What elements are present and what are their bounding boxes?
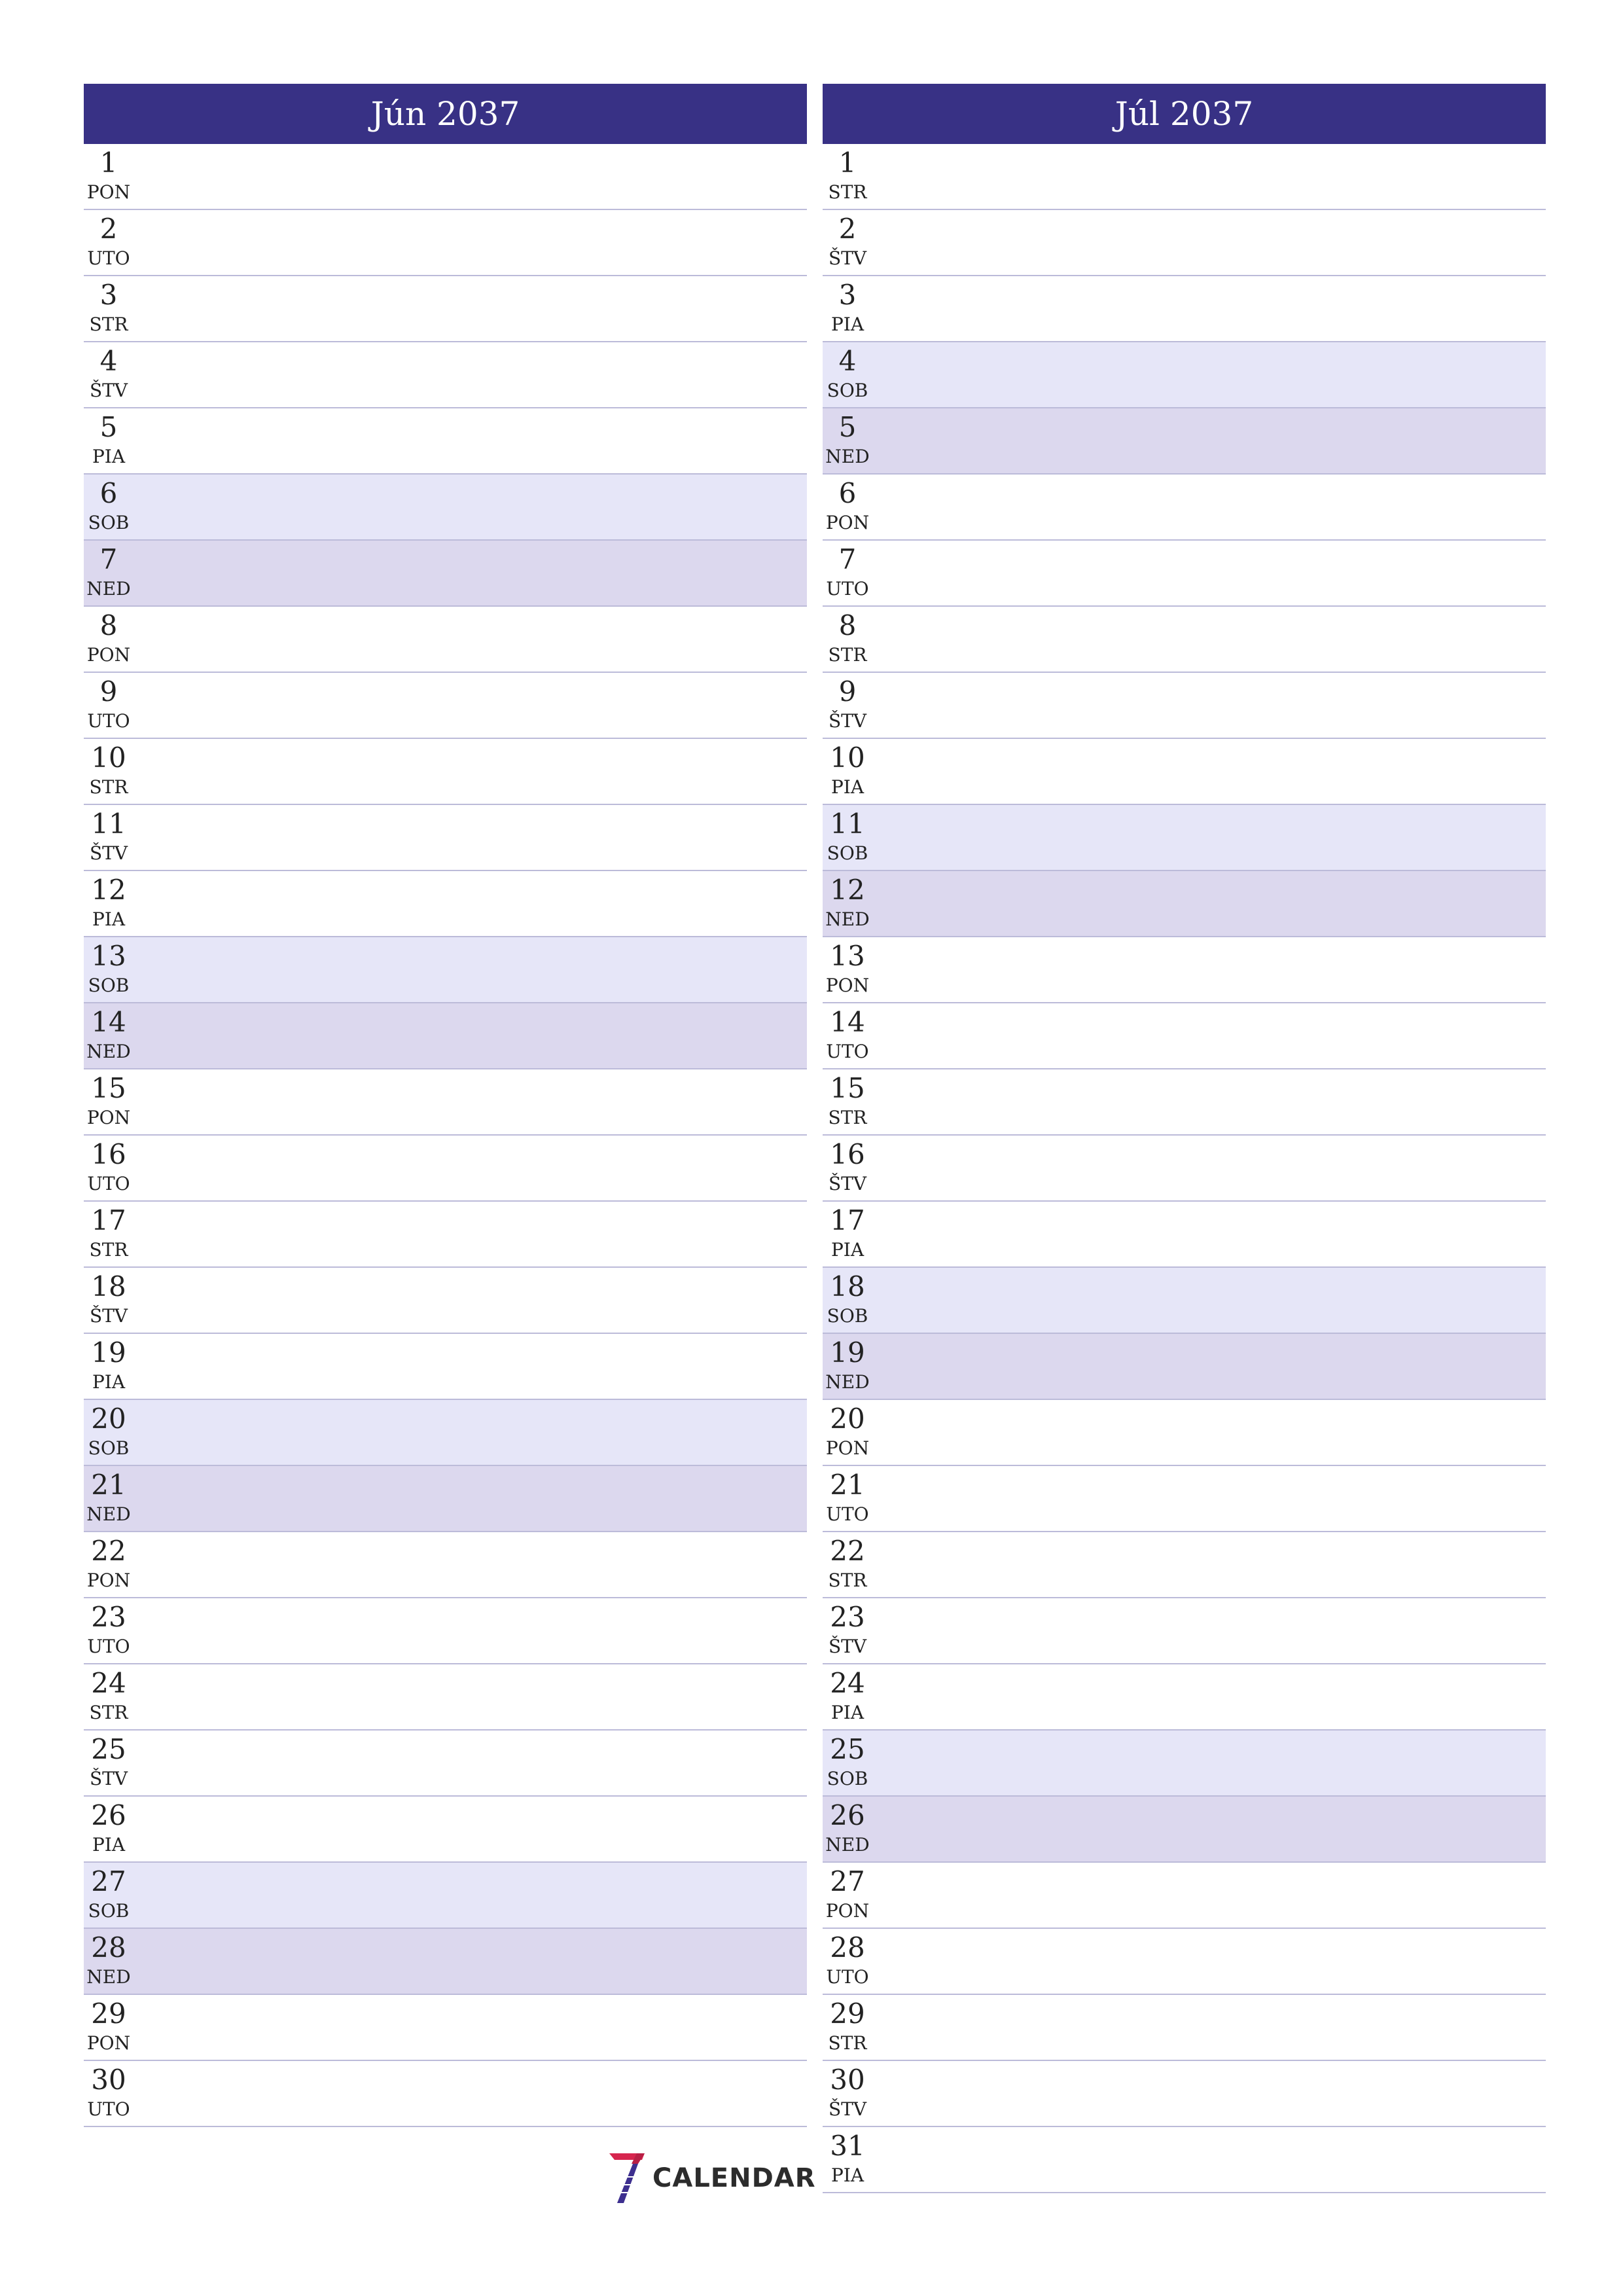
day-row (823, 276, 1546, 342)
day-row (823, 1797, 1546, 1863)
day-row (823, 1664, 1546, 1731)
day-number: 2 (838, 213, 857, 245)
day-name: PON (825, 1900, 870, 1922)
day-row (84, 144, 807, 210)
day-name: PIA (830, 1239, 865, 1261)
day-number: 15 (830, 1072, 865, 1104)
day-name: SOB (88, 1900, 130, 1922)
day-name: ŠTV (828, 247, 867, 269)
day-number: 21 (830, 1469, 865, 1501)
day-name: SOB (827, 1768, 868, 1789)
day-name: PIA (92, 446, 126, 467)
day-name: STR (89, 1239, 128, 1261)
day-name: UTO (826, 1041, 869, 1062)
day-name: SOB (827, 380, 868, 401)
day-number: 9 (838, 675, 857, 708)
day-row (84, 1003, 807, 1069)
day-row (823, 2127, 1546, 2193)
day-number: 1 (99, 147, 118, 179)
day-name: ŠTV (828, 1636, 867, 1657)
day-row (84, 1466, 807, 1532)
day-name: PON (86, 181, 131, 203)
day-name: ŠTV (828, 1173, 867, 1194)
day-row (823, 144, 1546, 210)
day-row (84, 607, 807, 673)
day-row (823, 1532, 1546, 1598)
day-name: ŠTV (89, 1768, 128, 1789)
day-name: PON (86, 2032, 131, 2054)
day-number: 8 (838, 609, 857, 641)
day-name: SOB (88, 512, 130, 533)
day-row (84, 1731, 807, 1797)
logo-text: CALENDAR (652, 2163, 816, 2193)
day-number: 28 (830, 1931, 865, 1964)
day-name: UTO (87, 1173, 130, 1194)
day-name: STR (828, 644, 867, 666)
day-row (823, 541, 1546, 607)
day-name: PIA (92, 1834, 126, 1856)
day-row (823, 210, 1546, 276)
month-title: Júl 2037 (823, 84, 1546, 144)
day-number: 14 (830, 1006, 865, 1038)
day-row (823, 805, 1546, 871)
day-row (823, 2061, 1546, 2127)
day-name: UTO (826, 1503, 869, 1525)
day-row (84, 1664, 807, 1731)
day-row (823, 1069, 1546, 1136)
day-number: 7 (99, 543, 118, 575)
day-number: 18 (91, 1270, 126, 1302)
day-number: 9 (99, 675, 118, 708)
day-row (84, 1268, 807, 1334)
day-name: SOB (88, 975, 130, 996)
day-row (823, 1466, 1546, 1532)
day-number: 5 (99, 411, 118, 443)
day-row (84, 673, 807, 739)
day-row (84, 1400, 807, 1466)
day-row (823, 1202, 1546, 1268)
day-number: 12 (830, 874, 865, 906)
day-number: 24 (830, 1667, 865, 1699)
day-number: 17 (830, 1204, 865, 1236)
day-name: UTO (826, 1966, 869, 1988)
day-number: 16 (91, 1138, 126, 1170)
day-row (84, 210, 807, 276)
day-name: SOB (88, 1437, 130, 1459)
day-number: 3 (838, 279, 857, 311)
month-title: Jún 2037 (84, 84, 807, 144)
day-row (823, 408, 1546, 475)
day-number: 31 (830, 2130, 865, 2162)
day-row (823, 1731, 1546, 1797)
day-row (84, 1532, 807, 1598)
day-number: 20 (91, 1403, 126, 1435)
day-row (823, 1598, 1546, 1664)
day-number: 29 (830, 1998, 865, 2030)
day-row (84, 475, 807, 541)
day-name: NED (825, 908, 870, 930)
day-name: PIA (92, 908, 126, 930)
day-row (84, 541, 807, 607)
day-name: UTO (87, 710, 130, 732)
day-name: ŠTV (89, 380, 128, 401)
day-row (823, 739, 1546, 805)
day-number: 11 (830, 808, 865, 840)
day-number: 25 (830, 1733, 865, 1765)
day-number: 22 (830, 1535, 865, 1567)
day-name: ŠTV (828, 710, 867, 732)
day-name: UTO (826, 578, 869, 600)
day-row (823, 673, 1546, 739)
day-row (823, 871, 1546, 937)
day-number: 23 (91, 1601, 126, 1633)
day-list (84, 144, 807, 2127)
day-name: PIA (830, 1702, 865, 1723)
day-number: 8 (99, 609, 118, 641)
day-name: ŠTV (828, 2098, 867, 2120)
day-name: UTO (87, 1636, 130, 1657)
day-row (823, 1136, 1546, 1202)
day-row (823, 1334, 1546, 1400)
day-number: 22 (91, 1535, 126, 1567)
day-number: 6 (99, 477, 118, 509)
day-row (84, 1136, 807, 1202)
day-name: SOB (827, 842, 868, 864)
day-row (84, 2061, 807, 2127)
day-name: PIA (92, 1371, 126, 1393)
day-row (823, 475, 1546, 541)
day-number: 28 (91, 1931, 126, 1964)
day-row (84, 276, 807, 342)
day-name: ŠTV (89, 842, 128, 864)
day-number: 11 (91, 808, 126, 840)
day-name: PON (86, 644, 131, 666)
day-row (84, 1202, 807, 1268)
day-row (84, 1334, 807, 1400)
day-list (823, 144, 1546, 2193)
day-row (823, 1003, 1546, 1069)
day-name: PON (86, 1107, 131, 1128)
day-name: STR (828, 2032, 867, 2054)
day-number: 12 (91, 874, 126, 906)
day-name: PON (825, 975, 870, 996)
day-name: PON (825, 1437, 870, 1459)
day-name: ŠTV (89, 1305, 128, 1327)
day-name: SOB (827, 1305, 868, 1327)
day-number: 1 (838, 147, 857, 179)
day-name: STR (89, 1702, 128, 1723)
day-number: 17 (91, 1204, 126, 1236)
day-name: STR (89, 314, 128, 335)
day-row (84, 1929, 807, 1995)
day-number: 10 (91, 742, 126, 774)
day-row (84, 937, 807, 1003)
day-name: NED (825, 1371, 870, 1393)
day-row (823, 607, 1546, 673)
day-number: 16 (830, 1138, 865, 1170)
day-row (84, 1069, 807, 1136)
day-row (84, 805, 807, 871)
day-number: 2 (99, 213, 118, 245)
day-name: NED (86, 578, 131, 600)
day-number: 18 (830, 1270, 865, 1302)
day-number: 13 (830, 940, 865, 972)
day-row (823, 1268, 1546, 1334)
brand-logo (605, 2152, 816, 2204)
day-number: 29 (91, 1998, 126, 2030)
day-number: 14 (91, 1006, 126, 1038)
day-number: 5 (838, 411, 857, 443)
day-number: 26 (91, 1799, 126, 1831)
day-number: 27 (91, 1865, 126, 1897)
day-number: 21 (91, 1469, 126, 1501)
month-july (823, 84, 1546, 2193)
day-number: 19 (91, 1336, 126, 1369)
day-number: 24 (91, 1667, 126, 1699)
day-name: PIA (830, 776, 865, 798)
day-name: STR (828, 1570, 867, 1591)
day-number: 4 (99, 345, 118, 377)
day-row (84, 1995, 807, 2061)
day-number: 3 (99, 279, 118, 311)
day-number: 13 (91, 940, 126, 972)
day-number: 23 (830, 1601, 865, 1633)
day-number: 19 (830, 1336, 865, 1369)
day-number: 10 (830, 742, 865, 774)
day-name: STR (89, 776, 128, 798)
day-row (823, 342, 1546, 408)
day-row (823, 1400, 1546, 1466)
day-row (84, 871, 807, 937)
day-row (84, 342, 807, 408)
day-number: 20 (830, 1403, 865, 1435)
day-row (823, 1929, 1546, 1995)
day-name: NED (86, 1503, 131, 1525)
day-name: PIA (830, 314, 865, 335)
day-name: PON (825, 512, 870, 533)
day-name: UTO (87, 247, 130, 269)
day-name: STR (828, 181, 867, 203)
day-row (823, 1863, 1546, 1929)
day-name: STR (828, 1107, 867, 1128)
day-number: 15 (91, 1072, 126, 1104)
day-number: 27 (830, 1865, 865, 1897)
day-name: NED (86, 1041, 131, 1062)
day-row (84, 739, 807, 805)
day-name: NED (825, 446, 870, 467)
day-name: NED (86, 1966, 131, 1988)
day-number: 30 (830, 2064, 865, 2096)
day-name: PIA (830, 2164, 865, 2186)
day-row (823, 937, 1546, 1003)
day-number: 7 (838, 543, 857, 575)
day-number: 4 (838, 345, 857, 377)
day-number: 26 (830, 1799, 865, 1831)
day-number: 6 (838, 477, 857, 509)
day-name: NED (825, 1834, 870, 1856)
day-row (84, 1797, 807, 1863)
day-row (84, 408, 807, 475)
day-number: 30 (91, 2064, 126, 2096)
day-number: 25 (91, 1733, 126, 1765)
day-row (84, 1863, 807, 1929)
day-row (823, 1995, 1546, 2061)
day-name: UTO (87, 2098, 130, 2120)
day-row (84, 1598, 807, 1664)
seven-icon (605, 2152, 646, 2204)
day-name: PON (86, 1570, 131, 1591)
month-june (84, 84, 807, 2127)
